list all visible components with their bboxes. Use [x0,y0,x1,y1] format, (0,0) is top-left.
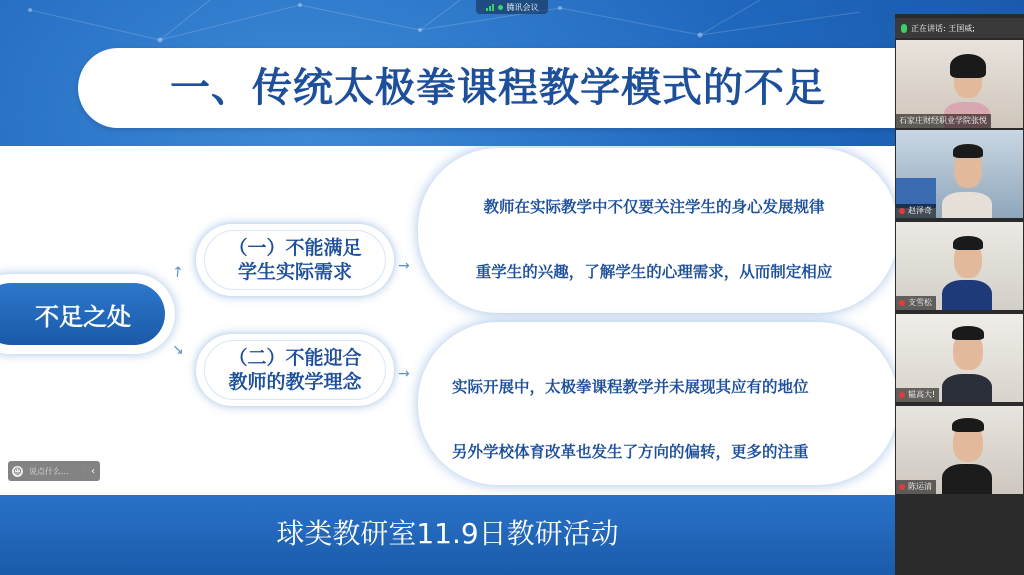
main-node [0,283,165,345]
arrow-right-icon-1: → [398,258,410,274]
participant-name-label: 韫高大! [896,388,939,402]
meeting-app-name: 腾讯会议 [506,2,539,12]
mic-muted-icon [899,300,905,306]
participant-name-label: 石家庄财经职业学院张悦 [896,114,991,128]
participant-tile[interactable] [896,222,1023,310]
chat-input[interactable] [8,461,100,481]
arrow-up-icon: ↗ [168,262,188,282]
branch2-line1: （二）不能迎合 [228,347,362,369]
detail-text-1: 教师在实际教学中不仅要关注学生的身心发展规律 重学生的兴趣，了解学生的心理需求，从而制定相应 [475,198,833,281]
branch-box-2 [196,334,394,406]
chat-placeholder: 说点什么... [29,466,69,476]
participant-name-label: 陈运清 [896,480,936,494]
speaking-indicator [895,18,1024,38]
main-node-label: 不足之处 [35,302,131,331]
mic-muted-icon [899,208,905,214]
branch1-line1: （一）不能满足 [228,237,362,259]
detail-box-1 [418,148,895,313]
divider [84,465,85,477]
participant-name-label: 赵泽奇 [896,204,936,218]
slide-title: 一、传统太极拳课程教学模式的不足 [170,65,826,111]
participant-tile[interactable] [896,40,1023,128]
participant-tile[interactable] [896,130,1023,218]
meeting-status-bar[interactable] [476,0,548,14]
participant-tile[interactable] [896,314,1023,402]
mic-icon [901,24,907,33]
detail-text-2: 实际开展中，太极拳课程教学并未展现其应有的地位 另外学校体育改革也发生了方向的偏转，更多的注重 [452,378,809,461]
participant-tile[interactable] [896,406,1023,494]
slide-caption: 球类教研室11.9日教研活动 [276,517,619,550]
signal-icon [486,4,494,11]
branch1-line2: 学生实际需求 [237,261,352,283]
detail-box-2 [418,322,895,485]
branch-box-1 [196,224,394,296]
slide-body [0,146,895,495]
emoji-icon[interactable]: ☺ [13,466,22,476]
collapse-chevron-icon[interactable]: ‹ [91,465,95,477]
mic-muted-icon [899,392,905,398]
participant-name-label: 支雪松 [896,296,936,310]
status-dot-icon [498,5,503,10]
mic-muted-icon [899,484,905,490]
arrow-down-icon: ↘ [172,342,184,358]
arrow-right-icon-2: → [398,366,410,382]
speaking-label: 正在讲话: 王国威; [911,23,975,33]
branch2-line2: 教师的教学理念 [228,371,362,393]
